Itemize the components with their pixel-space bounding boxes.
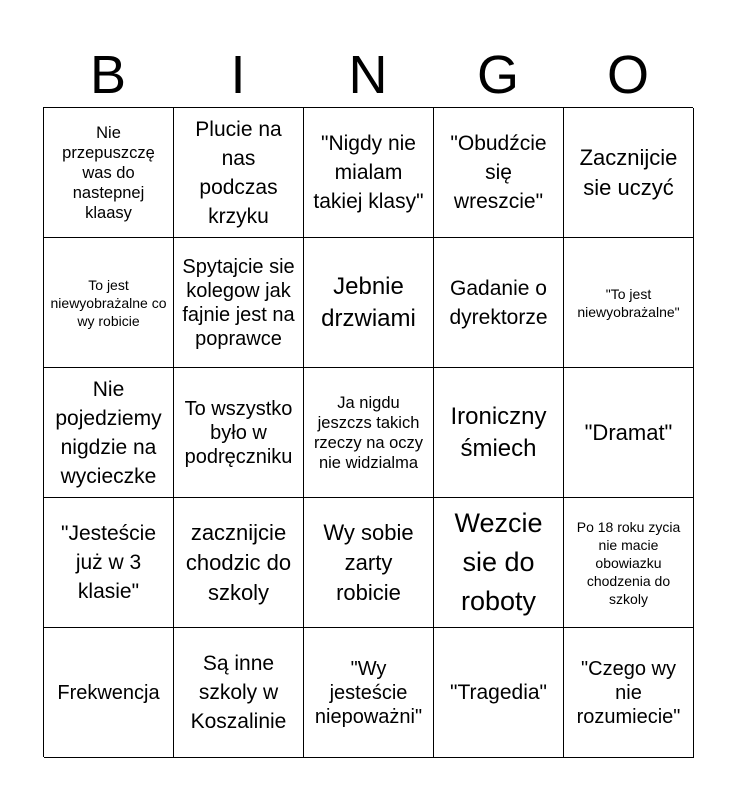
bingo-cell[interactable] (564, 108, 694, 238)
cell-text: Spytajcie sie kolegow jak fajnie jest na poprawce (182, 255, 295, 350)
cell-text: To wszystko było w podręczniku (184, 397, 293, 468)
cell-text: "Obudźcie się wreszcie" (450, 132, 547, 213)
cell-text: Plucie na nas podczas krzyku (195, 117, 282, 228)
cell-text: "Dramat" (584, 419, 673, 445)
cell-text: Ja nigdu jeszczs takich rzeczy na oczy nie widzialma (313, 393, 424, 472)
bingo-board (43, 107, 693, 757)
cell-text: "Wy jesteście niepoważni" (314, 657, 423, 728)
cell-text: To jest niewyobrażalne co wy robicie (50, 276, 167, 329)
bingo-cell[interactable] (304, 498, 434, 628)
cell-text: "Tragedia" (449, 681, 547, 704)
cell-text: Gadanie o dyrektorze (449, 276, 548, 329)
cell-text: Nie przepuszczę was do nastepnej klaasy (62, 123, 155, 222)
cell-text: Nie pojedziemy nigdzie na wycieczke (55, 377, 162, 488)
cell-text: "To jest niewyobrażalne" (577, 285, 680, 320)
bingo-cell[interactable] (44, 628, 174, 758)
header-letter-g: G (476, 45, 519, 105)
bingo-cell[interactable] (174, 108, 304, 238)
bingo-cell[interactable] (44, 238, 174, 368)
bingo-cell[interactable] (434, 108, 564, 238)
header-letter-o: O (606, 45, 649, 105)
bingo-cell[interactable] (304, 108, 434, 238)
bingo-cell[interactable] (44, 368, 174, 498)
cell-text: zacznijcie chodzic do szkoly (185, 519, 292, 605)
header-letter-b: B (89, 45, 127, 105)
bingo-cell[interactable] (174, 498, 304, 628)
bingo-cell[interactable] (434, 368, 564, 498)
bingo-header (43, 44, 693, 106)
cell-text: Frekwencja (57, 681, 160, 704)
cell-text: Są inne szkoly w Koszalinie (190, 652, 287, 733)
cell-text: Wezcie sie do roboty (454, 508, 543, 616)
bingo-cell[interactable] (564, 368, 694, 498)
bingo-cell[interactable] (304, 368, 434, 498)
bingo-cell[interactable] (44, 108, 174, 238)
cell-text: "Jesteście już w 3 klasie" (61, 522, 156, 603)
bingo-cell[interactable] (174, 628, 304, 758)
bingo-cell[interactable] (564, 628, 694, 758)
header-letter-n: N (348, 45, 388, 105)
bingo-cell[interactable] (434, 238, 564, 368)
bingo-cell[interactable] (564, 498, 694, 628)
cell-text: Wy sobie zarty robicie (323, 519, 414, 605)
bingo-cell[interactable] (304, 628, 434, 758)
header-letter-i: I (230, 45, 246, 105)
cell-text: Ironiczny śmiech (450, 402, 547, 462)
cell-text: "Nigdy nie mialam takiej klasy" (313, 132, 424, 213)
bingo-cell[interactable] (44, 498, 174, 628)
bingo-cell[interactable] (434, 498, 564, 628)
bingo-cell[interactable] (564, 238, 694, 368)
cell-text: Jebnie drzwiami (321, 272, 416, 332)
cell-text: Po 18 roku zycia nie macie obowiazku chodzenia do szkoly (576, 518, 681, 607)
bingo-cell[interactable] (174, 238, 304, 368)
cell-text: "Czego wy nie rozumiecie" (576, 657, 681, 728)
bingo-cell[interactable] (434, 628, 564, 758)
bingo-cell[interactable] (304, 238, 434, 368)
cell-text: Zacznijcie sie uczyć (579, 144, 678, 200)
bingo-cell[interactable] (174, 368, 304, 498)
